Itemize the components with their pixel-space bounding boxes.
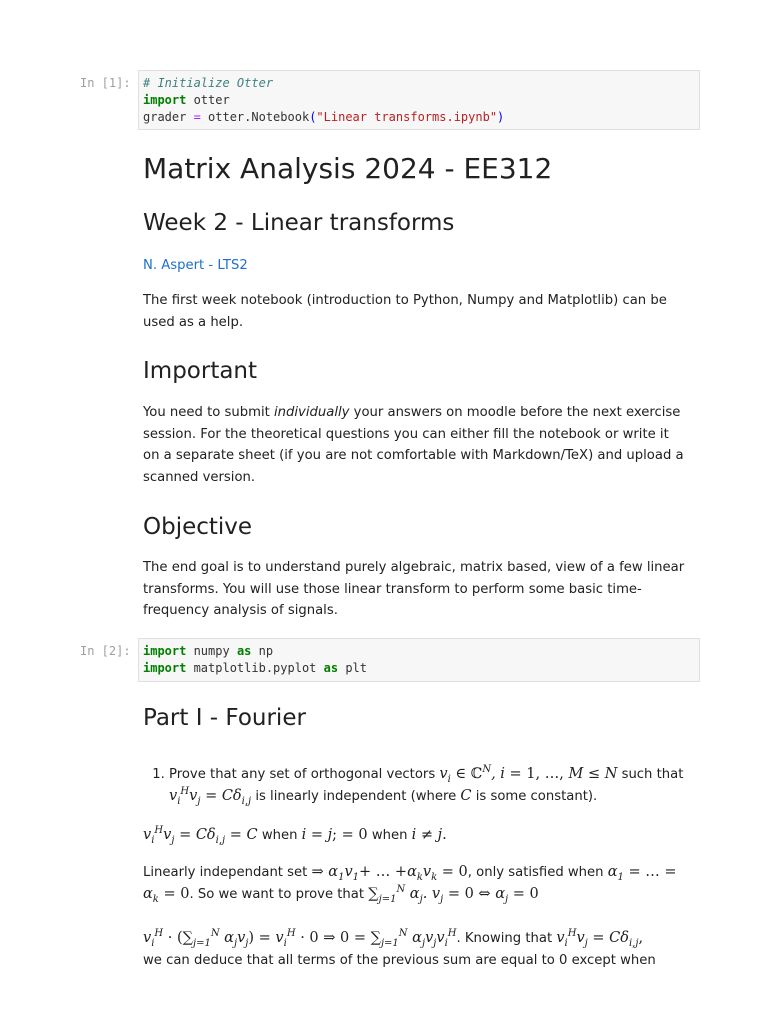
author-link[interactable]: N. Aspert bbox=[143, 258, 205, 273]
code-text: otter.Notebook bbox=[200, 110, 310, 124]
emphasis-text: individually bbox=[273, 405, 350, 420]
author-line bbox=[143, 255, 688, 277]
math-expression: $v_i^Hv_j = C\delta_{i,j} = C$ bbox=[143, 825, 258, 846]
math-expression: $v_i^Hv_j = C\delta_{i,j}$, bbox=[556, 928, 644, 949]
math-constant: C bbox=[460, 787, 472, 804]
math-expression: $v_i^H \cdot (\sum_{j=1}^N$ $\alpha_jv_j) = v_i^H \cdot 0$ ⇒ $0 = \sum_{j=1}^N$ $\alpha_jv_jv_i^H$ bbox=[143, 928, 457, 949]
important-paragraph bbox=[143, 402, 688, 488]
code-text: numpy bbox=[186, 644, 237, 658]
answer-line-3 bbox=[143, 928, 688, 971]
text-span: . So we want to prove that bbox=[189, 886, 369, 902]
code-operator: = bbox=[193, 110, 201, 124]
text-span: . Knowing that bbox=[456, 931, 557, 946]
question-1 bbox=[169, 764, 688, 807]
math-expression: ⇒ $\alpha_1v_1+$ … $+\alpha_kv_k = 0$ bbox=[311, 864, 468, 883]
code-text: np bbox=[251, 644, 274, 658]
code-text: plt bbox=[338, 661, 367, 675]
lab-link[interactable]: LTS2 bbox=[217, 258, 248, 273]
text-span: is some constant). bbox=[471, 788, 598, 804]
text-span: such that bbox=[617, 767, 684, 782]
cell-prompt: In [2]: bbox=[80, 644, 131, 658]
code-keyword: import bbox=[143, 661, 187, 675]
page-title: Matrix Analysis 2024 - EE312 bbox=[143, 152, 553, 185]
cell-prompt: In [1]: bbox=[80, 76, 131, 90]
important-heading: Important bbox=[143, 358, 258, 384]
intro-paragraph: The first week notebook (introduction to Python, Numpy and Matplotlib) can be used as a help. bbox=[143, 293, 667, 330]
math-expression: $\sum_{j=1}^N$ $\alpha_j$. $v_j = 0$ ⇔ $\alpha_j = 0$ bbox=[368, 883, 539, 905]
question-list bbox=[143, 764, 688, 807]
answer-line-1 bbox=[143, 825, 688, 847]
math-expression: i ≠ j. bbox=[411, 827, 447, 843]
text-span: when bbox=[257, 828, 302, 843]
math-expression: i = j; = 0 bbox=[301, 827, 368, 843]
code-paren: ) bbox=[497, 110, 505, 124]
math-expression: $\alpha_1$ = … = $\alpha_k = 0$ bbox=[143, 864, 677, 905]
math-vi-in-CN: $v_i$ ∈ ℂ$^N$, i = 1, …, M ≤ N bbox=[439, 764, 618, 785]
code-comment: # Initialize Otter bbox=[143, 76, 274, 90]
code-keyword: import bbox=[143, 93, 187, 107]
text-span: , only satisfied when bbox=[467, 865, 608, 880]
part1-heading: Part I - Fourier bbox=[143, 705, 306, 731]
code-text: matplotlib.pyplot bbox=[186, 661, 324, 675]
code-text: otter bbox=[186, 93, 230, 107]
page-subtitle: Week 2 - Linear transforms bbox=[143, 210, 455, 236]
code-text: grader bbox=[143, 110, 194, 124]
text-span: You need to submit bbox=[143, 405, 274, 420]
objective-paragraph: The end goal is to understand purely algebraic, matrix based, view of a few linear transforms. You will use those linear transform to perform some basic time-frequency analysis of signals. bbox=[143, 560, 685, 618]
answer-line-2 bbox=[143, 862, 688, 905]
author-separator: - bbox=[204, 258, 218, 273]
code-paren: ( bbox=[309, 110, 317, 124]
code-editor[interactable] bbox=[138, 70, 700, 130]
text-span: is linearly independent (where bbox=[251, 788, 461, 804]
code-editor[interactable] bbox=[138, 638, 700, 682]
math-orthogonality: $v_i^Hv_j = C\delta_{i,j}$ bbox=[169, 785, 252, 807]
code-string: "Linear transforms.ipynb" bbox=[316, 110, 498, 124]
text-span: when bbox=[367, 828, 412, 843]
text-span: we can deduce that all terms of the previous sum are equal to 0 except when bbox=[143, 952, 656, 968]
text-span: Linearly independant set bbox=[143, 865, 312, 880]
code-keyword: as bbox=[323, 661, 339, 675]
code-keyword: import bbox=[143, 644, 187, 658]
text-span: Prove that any set of orthogonal vectors bbox=[169, 767, 440, 782]
objective-heading: Objective bbox=[143, 514, 253, 540]
code-keyword: as bbox=[236, 644, 252, 658]
text-span: your answers on moodle before the next exercise session. For the theoretical questions you can either fill the notebook or write it on a separate sheet (if you are not comfortable with Markdown/TeX) and upload a scanned version. bbox=[143, 405, 684, 485]
